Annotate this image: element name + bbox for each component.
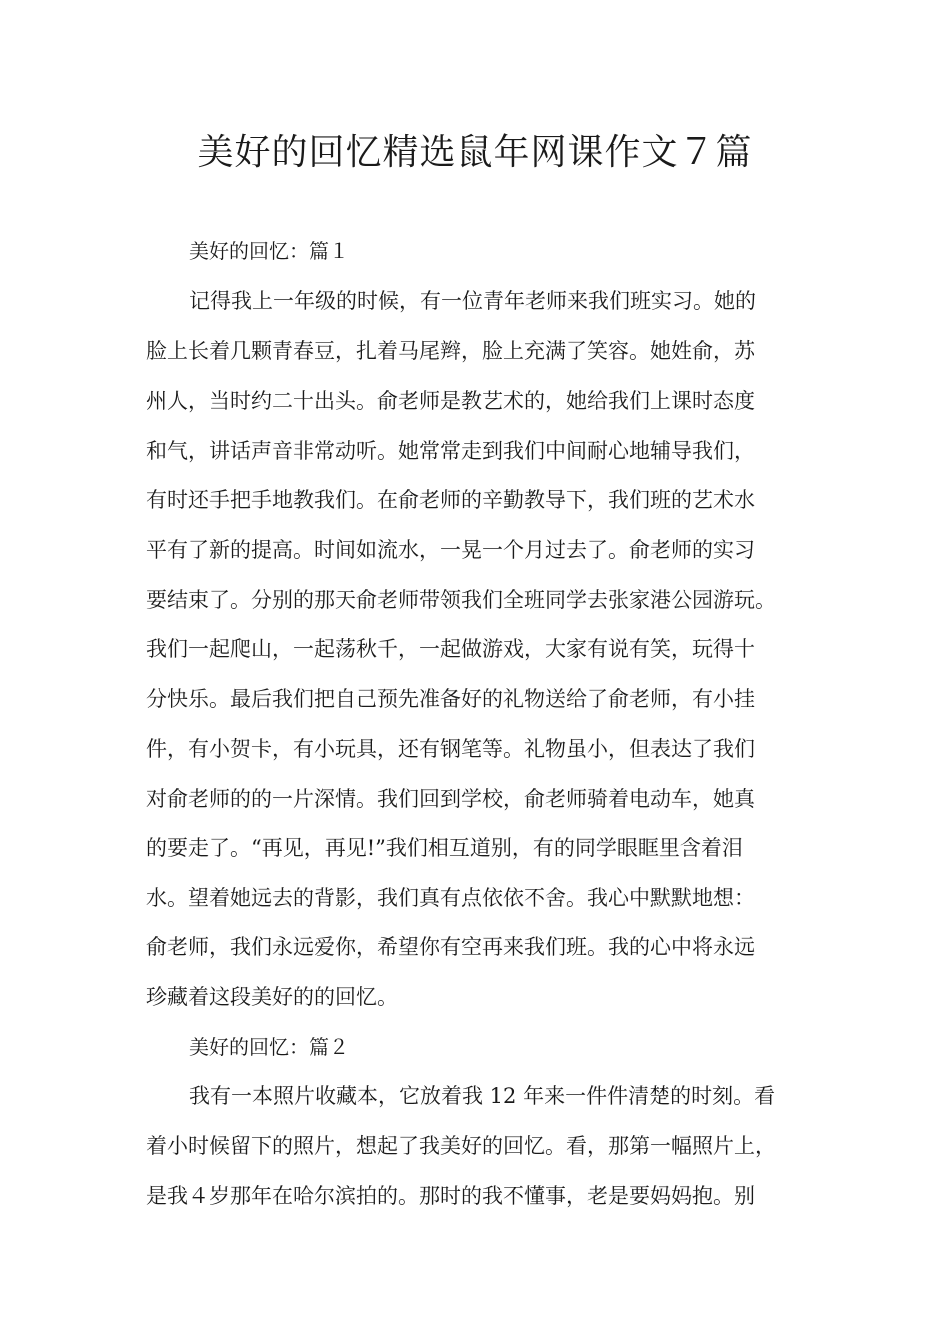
section-heading-2: 美好的回忆：篇２ <box>189 1035 349 1059</box>
document-title: 美好的回忆精选鼠年网课作文７篇 <box>197 132 753 173</box>
section-heading-1: 美好的回忆：篇１ <box>189 239 349 263</box>
paragraph-line: 分快乐。最后我们把自己预先准备好的礼物送给了俞老师，有小挂 <box>146 687 755 711</box>
paragraph-line: 的要走了。“再见，再见!”我们相互道别，有的同学眼眶里含着泪 <box>146 836 743 860</box>
paragraph-line: 要结束了。分别的那天俞老师带领我们全班同学去张家港公园游玩。 <box>146 588 776 612</box>
paragraph-line: 有时还手把手地教我们。在俞老师的辛勤教导下，我们班的艺术水 <box>146 488 755 512</box>
paragraph-line: 脸上长着几颗青春豆，扎着马尾辫，脸上充满了笑容。她姓俞，苏 <box>146 339 755 363</box>
paragraph-line: 州人，当时约二十出头。俞老师是教艺术的，她给我们上课时态度 <box>146 389 755 413</box>
paragraph-line: 件，有小贺卡，有小玩具，还有钢笔等。礼物虽小，但表达了我们 <box>146 737 755 761</box>
paragraph-line: 是我４岁那年在哈尔滨拍的。那时的我不懂事，老是要妈妈抱。别 <box>146 1184 755 1208</box>
paragraph-line: 和气，讲话声音非常动听。她常常走到我们中间耐心地辅导我们， <box>146 439 755 463</box>
paragraph-line: 水。望着她远去的背影，我们真有点依依不舍。我心中默默地想： <box>146 886 755 910</box>
paragraph-line: 我有一本照片收藏本，它放着我 12 年来一件件清楚的时刻。看 <box>189 1084 776 1108</box>
paragraph-line: 俞老师，我们永远爱你，希望你有空再来我们班。我的心中将永远 <box>146 935 755 959</box>
paragraph-line: 平有了新的提高。时间如流水，一晃一个月过去了。俞老师的实习 <box>146 538 755 562</box>
paragraph-line: 对俞老师的的一片深情。我们回到学校，俞老师骑着电动车，她真 <box>146 787 755 811</box>
paragraph-line: 珍藏着这段美好的的回忆。 <box>146 985 398 1009</box>
paragraph-line: 我们一起爬山，一起荡秋千，一起做游戏，大家有说有笑，玩得十 <box>146 637 755 661</box>
paragraph-line: 记得我上一年级的时候，有一位青年老师来我们班实习。她的 <box>189 289 756 313</box>
paragraph-line: 着小时候留下的照片，想起了我美好的回忆。看，那第一幅照片上， <box>146 1134 776 1158</box>
